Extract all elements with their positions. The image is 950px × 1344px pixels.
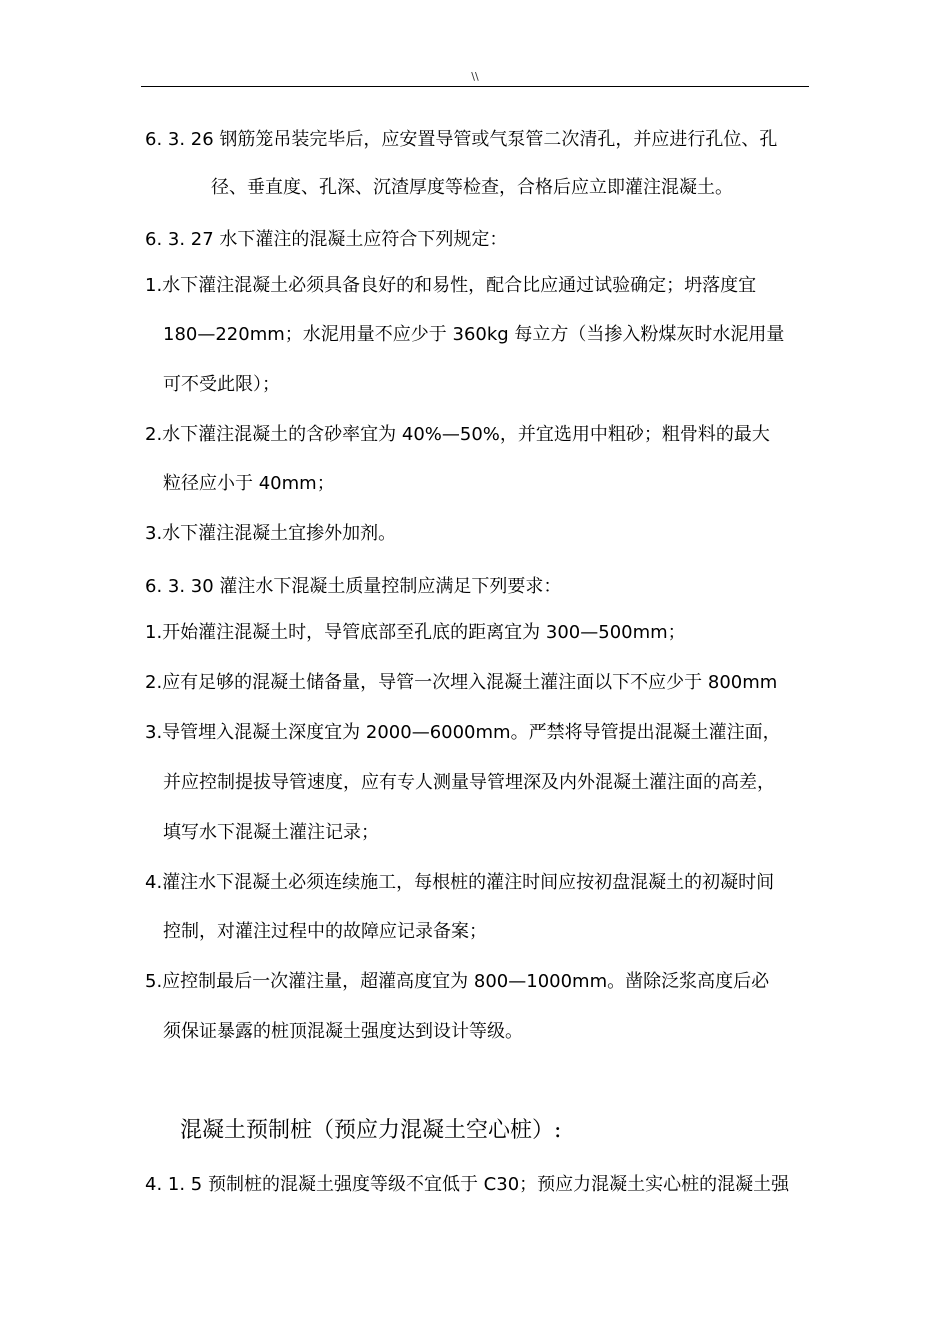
clause-4-1-5-line-1: 4. 1. 5 预制桩的混凝土强度等级不宜低于 C30；预应力混凝土实心桩的混凝土强 bbox=[145, 1174, 790, 1195]
req-1-line-1: 1.开始灌注混凝土时，导管底部至孔底的距离宜为 300—500mm； bbox=[145, 622, 686, 643]
req-4-line-2: 控制，对灌注过程中的故障应记录备案； bbox=[163, 921, 487, 942]
item-1-line-2: 180—220mm；水泥用量不应少于 360kg 每立方（当掺入粉煤灰时水泥用量 bbox=[163, 324, 785, 345]
item-1-line-1: 1.水下灌注混凝土必须具备良好的和易性，配合比应通过试验确定；坍落度宜 bbox=[145, 275, 757, 296]
clause-6-3-30-title: 6. 3. 30 灌注水下混凝土质量控制应满足下列要求： bbox=[145, 576, 562, 597]
clause-6-3-26-line-1: 6. 3. 26 钢筋笼吊装完毕后，应安置导管或气泵管二次清孔，并应进行孔位、孔 bbox=[145, 129, 778, 150]
req-2-line-1: 2.应有足够的混凝土储备量，导管一次埋入混凝土灌注面以下不应少于 800mm bbox=[145, 672, 778, 693]
clause-6-3-26-line-2: 径、垂直度、孔深、沉渣厚度等检查，合格后应立即灌注混凝土。 bbox=[211, 177, 733, 198]
req-3-line-2: 并应控制提拔导管速度，应有专人测量导管埋深及内外混凝土灌注面的高差， bbox=[163, 772, 775, 793]
req-5-line-1: 5.应控制最后一次灌注量，超灌高度宜为 800—1000mm。凿除泛浆高度后必 bbox=[145, 971, 770, 992]
item-1-line-3: 可不受此限）； bbox=[163, 374, 280, 395]
item-2-line-1: 2.水下灌注混凝土的含砂率宜为 40%—50%，并宜选用中粗砂；粗骨料的最大 bbox=[145, 424, 770, 445]
req-3-line-3: 填写水下混凝土灌注记录； bbox=[163, 822, 379, 843]
header-mark: \\ bbox=[471, 70, 479, 83]
section-heading: 混凝土预制桩（预应力混凝土空心桩）: bbox=[180, 1118, 562, 1143]
header-rule bbox=[141, 86, 809, 87]
clause-6-3-27-title: 6. 3. 27 水下灌注的混凝土应符合下列规定： bbox=[145, 229, 508, 250]
req-5-line-2: 须保证暴露的桩顶混凝土强度达到设计等级。 bbox=[163, 1021, 523, 1042]
item-3-line-1: 3.水下灌注混凝土宜掺外加剂。 bbox=[145, 523, 397, 544]
req-4-line-1: 4.灌注水下混凝土必须连续施工，每根桩的灌注时间应按初盘混凝土的初凝时间 bbox=[145, 872, 775, 893]
item-2-line-2: 粒径应小于 40mm； bbox=[163, 473, 335, 494]
req-3-line-1: 3.导管埋入混凝土深度宜为 2000—6000mm。严禁将导管提出混凝土灌注面， bbox=[145, 722, 781, 743]
